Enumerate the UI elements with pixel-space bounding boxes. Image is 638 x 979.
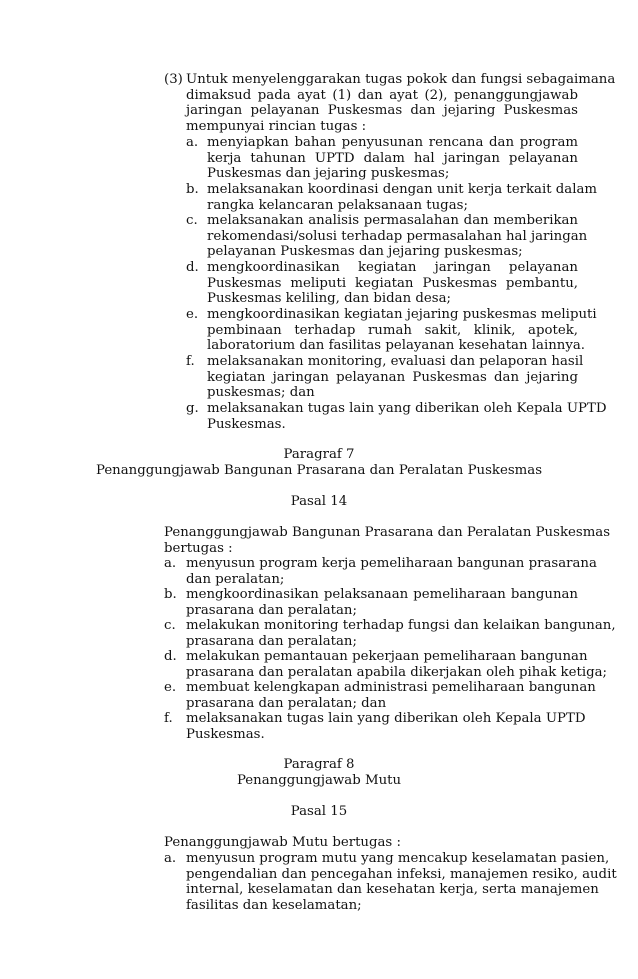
text-line: menyiapkan bahan penyusunan rencana dan program xyxy=(207,135,578,150)
text-line: internal, keselamatan dan kesehatan kerja, serta manajemen xyxy=(186,882,599,898)
section-title: Penanggungjawab Bangunan Prasarana dan Peralatan Puskesmas xyxy=(95,463,543,478)
article-heading: Pasal 14 xyxy=(290,494,348,509)
text-line: prasarana dan peralatan; xyxy=(186,633,357,649)
item-marker: e. xyxy=(164,680,177,695)
item-marker: b. xyxy=(186,182,199,197)
text-line: melaksanakan tugas lain yang diberikan oleh Kepala UPTD xyxy=(186,711,586,726)
item-marker: d. xyxy=(164,649,177,664)
text-line: Puskesmas. xyxy=(207,416,286,432)
section-title: Penanggungjawab Mutu xyxy=(236,773,402,788)
text-line: membuat kelengkapan administrasi pemeliharaan bangunan xyxy=(186,680,596,695)
item-marker: f. xyxy=(186,354,195,369)
item-marker: g. xyxy=(186,401,199,416)
list-item xyxy=(186,213,588,260)
article-intro xyxy=(164,525,611,556)
text-line: kerja tahunan UPTD dalam hal jaringan pelayanan xyxy=(207,150,578,166)
text-line: Puskesmas keliling, dan bidan desa; xyxy=(207,291,451,307)
article-heading: Pasal 15 xyxy=(290,804,348,819)
text-line: prasarana dan peralatan; dan xyxy=(186,695,387,711)
text-line: Penanggungjawab Mutu bertugas : xyxy=(164,835,401,850)
list-item xyxy=(164,587,578,618)
text-line: melakukan monitoring terhadap fungsi dan kelaikan bangunan, xyxy=(186,618,616,633)
text-line: Puskesmas. xyxy=(186,726,265,742)
text-line: prasarana dan peralatan apabila dikerjakan oleh pihak ketiga; xyxy=(186,664,607,680)
list-item xyxy=(186,307,597,354)
item-marker: b. xyxy=(164,587,177,602)
text-line: fasilitas dan keselamatan; xyxy=(186,898,362,914)
text-line: Puskesmas dan jejaring puskesmas; xyxy=(207,166,450,182)
section-heading: Paragraf 7 xyxy=(283,447,355,462)
text-line: dimaksud pada ayat (1) dan ayat (2), penanggungjawab xyxy=(186,87,578,103)
list-item xyxy=(186,354,584,401)
list-item xyxy=(186,401,607,432)
text-line: prasarana dan peralatan; xyxy=(186,602,357,618)
text-line: mempunyai rincian tugas : xyxy=(186,119,367,135)
text-line: bertugas : xyxy=(164,540,233,556)
item-marker: d. xyxy=(186,260,199,275)
text-line: mengkoordinasikan pelaksanaan pemeliharaan bangunan xyxy=(186,587,578,602)
text-line: laboratorium dan fasilitas pelayanan kesehatan lainnya. xyxy=(207,338,586,354)
item-marker: c. xyxy=(186,213,198,228)
text-line: melaksanakan monitoring, evaluasi dan pelaporan hasil xyxy=(207,354,584,369)
text-line: Puskesmas meliputi kegiatan Puskesmas pembantu, xyxy=(207,275,578,291)
item-marker: a. xyxy=(164,556,177,571)
list-item xyxy=(164,556,597,587)
item-marker: e. xyxy=(186,307,199,322)
text-line: jaringan pelayanan Puskesmas dan jejaring Puskesmas xyxy=(186,103,578,119)
text-line: melakukan pemantauan pekerjaan pemeliharaan bangunan xyxy=(186,649,588,664)
text-line: mengkoordinasikan kegiatan jejaring puskesmas meliputi xyxy=(207,307,597,322)
text-line: rangka kelancaran pelaksanaan tugas; xyxy=(207,197,468,213)
item-marker: c. xyxy=(164,618,176,633)
item-marker: f. xyxy=(164,711,173,726)
list-item xyxy=(186,260,578,307)
list-item xyxy=(164,680,596,711)
text-line: Untuk menyelenggarakan tugas pokok dan fungsi sebagaimana xyxy=(186,72,616,87)
text-line: melaksanakan tugas lain yang diberikan oleh Kepala UPTD xyxy=(207,401,607,416)
text-line: melaksanakan koordinasi dengan unit kerja terkait dalam xyxy=(207,182,598,197)
text-line: mengkoordinasikan kegiatan jaringan pelayanan xyxy=(207,260,578,275)
text-line: menyusun program kerja pemeliharaan bangunan prasarana xyxy=(186,556,597,571)
text-line: Penanggungjawab Bangunan Prasarana dan Peralatan Puskesmas xyxy=(164,525,611,540)
text-line: puskesmas; dan xyxy=(207,385,315,401)
text-line: melaksanakan analisis permasalahan dan memberikan xyxy=(207,213,578,228)
item-marker: a. xyxy=(186,135,199,150)
text-line: kegiatan jaringan pelayanan Puskesmas dan jejaring xyxy=(207,369,578,385)
list-item xyxy=(164,711,586,742)
list-item xyxy=(164,851,617,914)
text-line: pelayanan Puskesmas dan jejaring puskesmas; xyxy=(207,244,523,260)
list-item xyxy=(164,649,607,680)
ayat-3-marker: (3) xyxy=(164,72,183,87)
text-line: pembinaan terhadap rumah sakit, klinik, apotek, xyxy=(207,322,578,338)
text-line: dan peralatan; xyxy=(186,571,285,587)
text-line: menyusun program mutu yang mencakup keselamatan pasien, xyxy=(186,851,610,866)
list-item xyxy=(164,618,616,649)
text-line: pengendalian dan pencegahan infeksi, manajemen resiko, audit xyxy=(186,866,617,882)
list-item xyxy=(186,182,598,213)
item-marker: a. xyxy=(164,851,177,866)
list-item xyxy=(186,135,578,182)
text-line: rekomendasi/solusi terhadap permasalahan hal jaringan xyxy=(207,228,588,244)
ayat-3-text xyxy=(186,72,616,135)
article-intro xyxy=(164,835,578,851)
section-heading: Paragraf 8 xyxy=(283,757,355,772)
